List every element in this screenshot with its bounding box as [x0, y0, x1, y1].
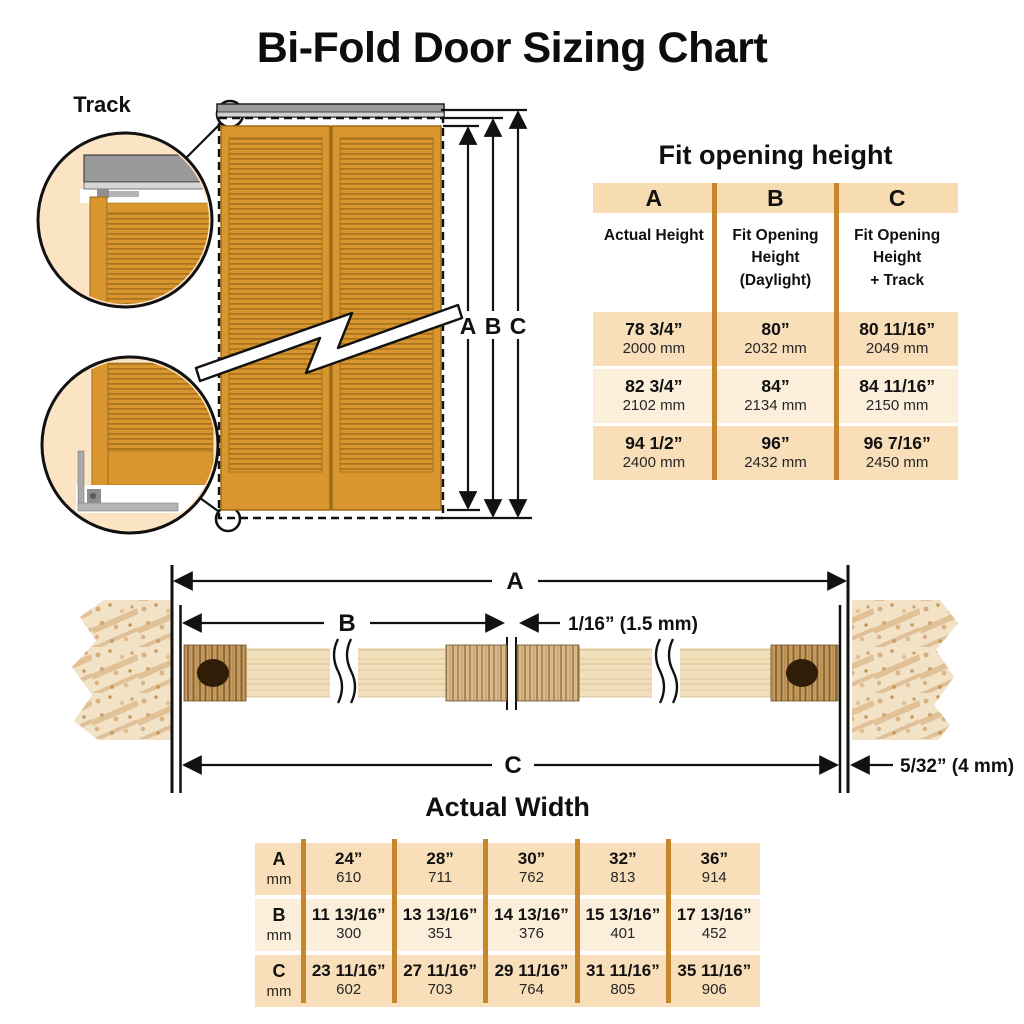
track-bar [217, 104, 444, 117]
left-jamb [72, 600, 172, 740]
dim-label-c: C [509, 313, 527, 339]
height-table-title: Fit opening height [658, 140, 893, 170]
table-cell: 78 3/4” 2000 mm [622, 319, 686, 357]
panel-gap-label: 1/16” (1.5 mm) [568, 614, 698, 635]
width-dim-label-a: A [506, 568, 524, 595]
detail-circle-pivot [42, 357, 240, 533]
col-desc-b: Fit Opening Height (Daylight) [732, 227, 819, 289]
pivot-bracket-icon [78, 451, 84, 505]
table-cell: 14 13/16” 376 [494, 905, 569, 943]
height-table-header [593, 183, 958, 213]
table-cell: 24” 610 [334, 849, 363, 887]
col-desc-c: Fit Opening Height + Track [854, 227, 941, 289]
col-letter-b: B [767, 185, 784, 211]
table-cell: 29 11/16” 764 [494, 961, 569, 999]
dim-label-a: A [459, 313, 477, 339]
column-divider [575, 839, 580, 1003]
table-cell: 17 13/16” 452 [676, 905, 752, 943]
column-divider [483, 839, 488, 1003]
dim-label-b: B [484, 313, 502, 339]
height-table-descriptions [593, 213, 958, 309]
width-cross-section-diagram [0, 555, 1024, 805]
width-dim-label-c: C [504, 752, 522, 779]
table-cell: 13 13/16” 351 [402, 905, 478, 943]
col-letter-c: C [888, 185, 906, 211]
column-divider [666, 839, 671, 1003]
row-header-b: B mm [266, 905, 292, 944]
table-row [255, 899, 760, 951]
bifold-door [196, 118, 462, 518]
detail-circle-track [38, 101, 243, 309]
table-cell: 96 7/16” 2450 mm [863, 433, 931, 471]
table-cell: 27 11/16” 703 [403, 961, 477, 999]
width-dim-label-b: B [338, 610, 356, 637]
table-cell: 28” 711 [426, 849, 454, 887]
table-cell: 35 11/16” 906 [677, 961, 752, 999]
track-label: Track [73, 92, 131, 117]
table-cell: 11 13/16” 300 [311, 905, 386, 943]
table-cell: 30” 762 [517, 849, 546, 887]
column-divider [712, 183, 717, 480]
table-row [593, 312, 958, 366]
table-cell: 32” 813 [609, 849, 637, 887]
pivot-hole-left [197, 659, 229, 687]
col-letter-a: A [645, 185, 663, 211]
width-table [255, 839, 760, 1003]
door-height-diagram [0, 85, 570, 545]
row-header-c: C mm [266, 961, 292, 1000]
wall-gap-label: 5/32” (4 mm) [900, 756, 1015, 777]
table-cell: 80” 2032 mm [744, 319, 807, 357]
door-cross-section [184, 639, 838, 705]
table-cell: 15 13/16” 401 [585, 905, 661, 943]
table-cell: 84 11/16” 2150 mm [859, 376, 936, 414]
column-divider [834, 183, 839, 480]
table-row [255, 955, 760, 1007]
table-cell: 36” 914 [700, 849, 728, 887]
height-table [593, 183, 958, 480]
table-cell: 31 11/16” 805 [585, 961, 660, 999]
table-cell: 84” 2134 mm [744, 376, 807, 414]
column-divider [301, 839, 306, 1003]
right-jamb [852, 600, 958, 740]
pivot-hole-right [786, 659, 818, 687]
table-cell: 96” 2432 mm [744, 433, 807, 471]
table-row [593, 426, 958, 480]
table-cell: 82 3/4” 2102 mm [622, 376, 686, 414]
table-row [593, 369, 958, 423]
column-divider [392, 839, 397, 1003]
table-cell: 94 1/2” 2400 mm [622, 433, 686, 471]
width-table-title: Actual Width [425, 792, 590, 822]
col-desc-a: Actual Height [603, 227, 704, 244]
page-title: Bi-Fold Door Sizing Chart [256, 24, 768, 72]
table-row [255, 843, 760, 895]
row-header-a: A mm [266, 849, 292, 888]
table-cell: 80 11/16” 2049 mm [859, 319, 936, 357]
table-cell: 23 11/16” 602 [311, 961, 386, 999]
